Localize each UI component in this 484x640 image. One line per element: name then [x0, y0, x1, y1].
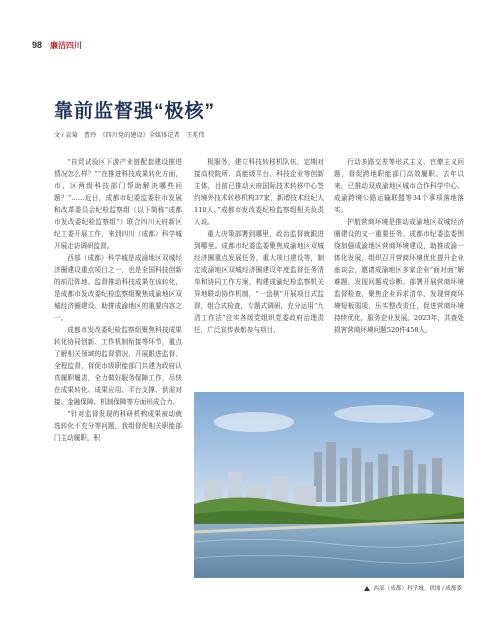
triangle-marker-icon [364, 586, 370, 591]
photo-caption [364, 584, 462, 592]
paragraph: 行动多路交差等形式主义、官僚主义问题，督促跨地职能部门高效履职。去年以来，已推动双成渝地区城市合作科学中心、成渝跨境公路运输联盟等34个事项落地落实。 [334, 158, 464, 214]
science-city-photo [194, 392, 464, 578]
page-number: 98 [32, 40, 43, 50]
paragraph: 西部（成都）科学城是成渝地区双城经济圈建设重点项目之一，也是全国科技创新的前沿阵地。监督推动科技成果在该转化，是成都市发改委纪检监察组聚焦成渝地区双城经济圈建设、助推成渝地区的重要内容之一。 [54, 254, 182, 322]
text-column-2 [194, 156, 324, 388]
text-column-3 [334, 156, 464, 388]
paragraph: 护航营商环境是推动成渝地区双城经济圈建设的又一重要任务。成都市纪委监委围绕加强成渝地区营商环境建设，助推成渝一体化发展，组织召开营商环境优化提升企业座谈会，邀请成渝地区多家企业“面对面”解难题、发现问题成诊断。部署开展营商环境监督检查，聚焦企业诉求清单，发现营商环境短板弱项，压实整改责任，促进营商环境持续优化，服务企业发展。2023年，共查处损害营商环境问题520件458人。 [334, 218, 464, 334]
paragraph: 成都市发改委纪检监察组聚焦科技成果转化协同创新、工作机制衔接等环节，重点了解相关领域的监督情况，开展跟进监督、全程监督，督促市级职能部门共建为政府认真履职履责，全力做好服务保障工作，尽快在成果转化、成果应用、平台支撑、供需对接、金融保障、机制保障等方面形成合力。 [54, 326, 182, 406]
page-header [32, 38, 82, 52]
article-title: 靠前监督强“极核” [54, 101, 216, 122]
magazine-name: 廉洁四川 [50, 40, 83, 50]
paragraph: 重大决策部署到哪里，政治监督就跟进到哪里。成都市纪委监委聚焦成渝地区双城经济圈重点发展任务，重大项目建设等，制定成渝地区双城经济圈建设年度监督任务清单和协同工作方案，构建成渝纪检监察机关异地联动协作机制，“一盘棋”开展项目式监督，组合式检查，专题式调研，充分运用“九清工作法”注实各级党组织党委政府治理责任，广泛宣传表彰参与项目、 [194, 230, 324, 334]
paragraph: “自贸试验区下游产业链配套建设推进情况怎么样？”“在推进科技成果转化方面，市、区两级科技部门帮助解决哪些问题？”……近日，成都市纪委监委驻市发展和改革委员会纪检监察组（以下简称“成都市发改委纪检监察组”）联合四川天府新区纪工委开展工作，来到四川（成都）科学城开展走访调研监督。 [54, 158, 182, 250]
paragraph: “针对监督发现的科研机构成果被动就选转化不充分等问题，我组督促相关职能部门主动履职，积 [54, 410, 182, 442]
photo-caption-text: 西部（成都）科学城。供图 / 成都委 [373, 586, 462, 592]
article-byline: 文 / 袁菊 曹玲 《四川党的建设》全媒体记者 王兆伟 [54, 132, 205, 139]
paragraph: 极服务，建立科技转移机队伍，定期对接高校院所、高能级平台、科技企业等创新主体，目前已推动天府国际技术转移中心签约境外技术转移机构37家，新增技术经纪人110人。”成都市发改委纪检监察组相关负责人说。 [194, 158, 324, 226]
city-skyline-illustration [194, 392, 464, 578]
text-column-1 [54, 156, 182, 596]
